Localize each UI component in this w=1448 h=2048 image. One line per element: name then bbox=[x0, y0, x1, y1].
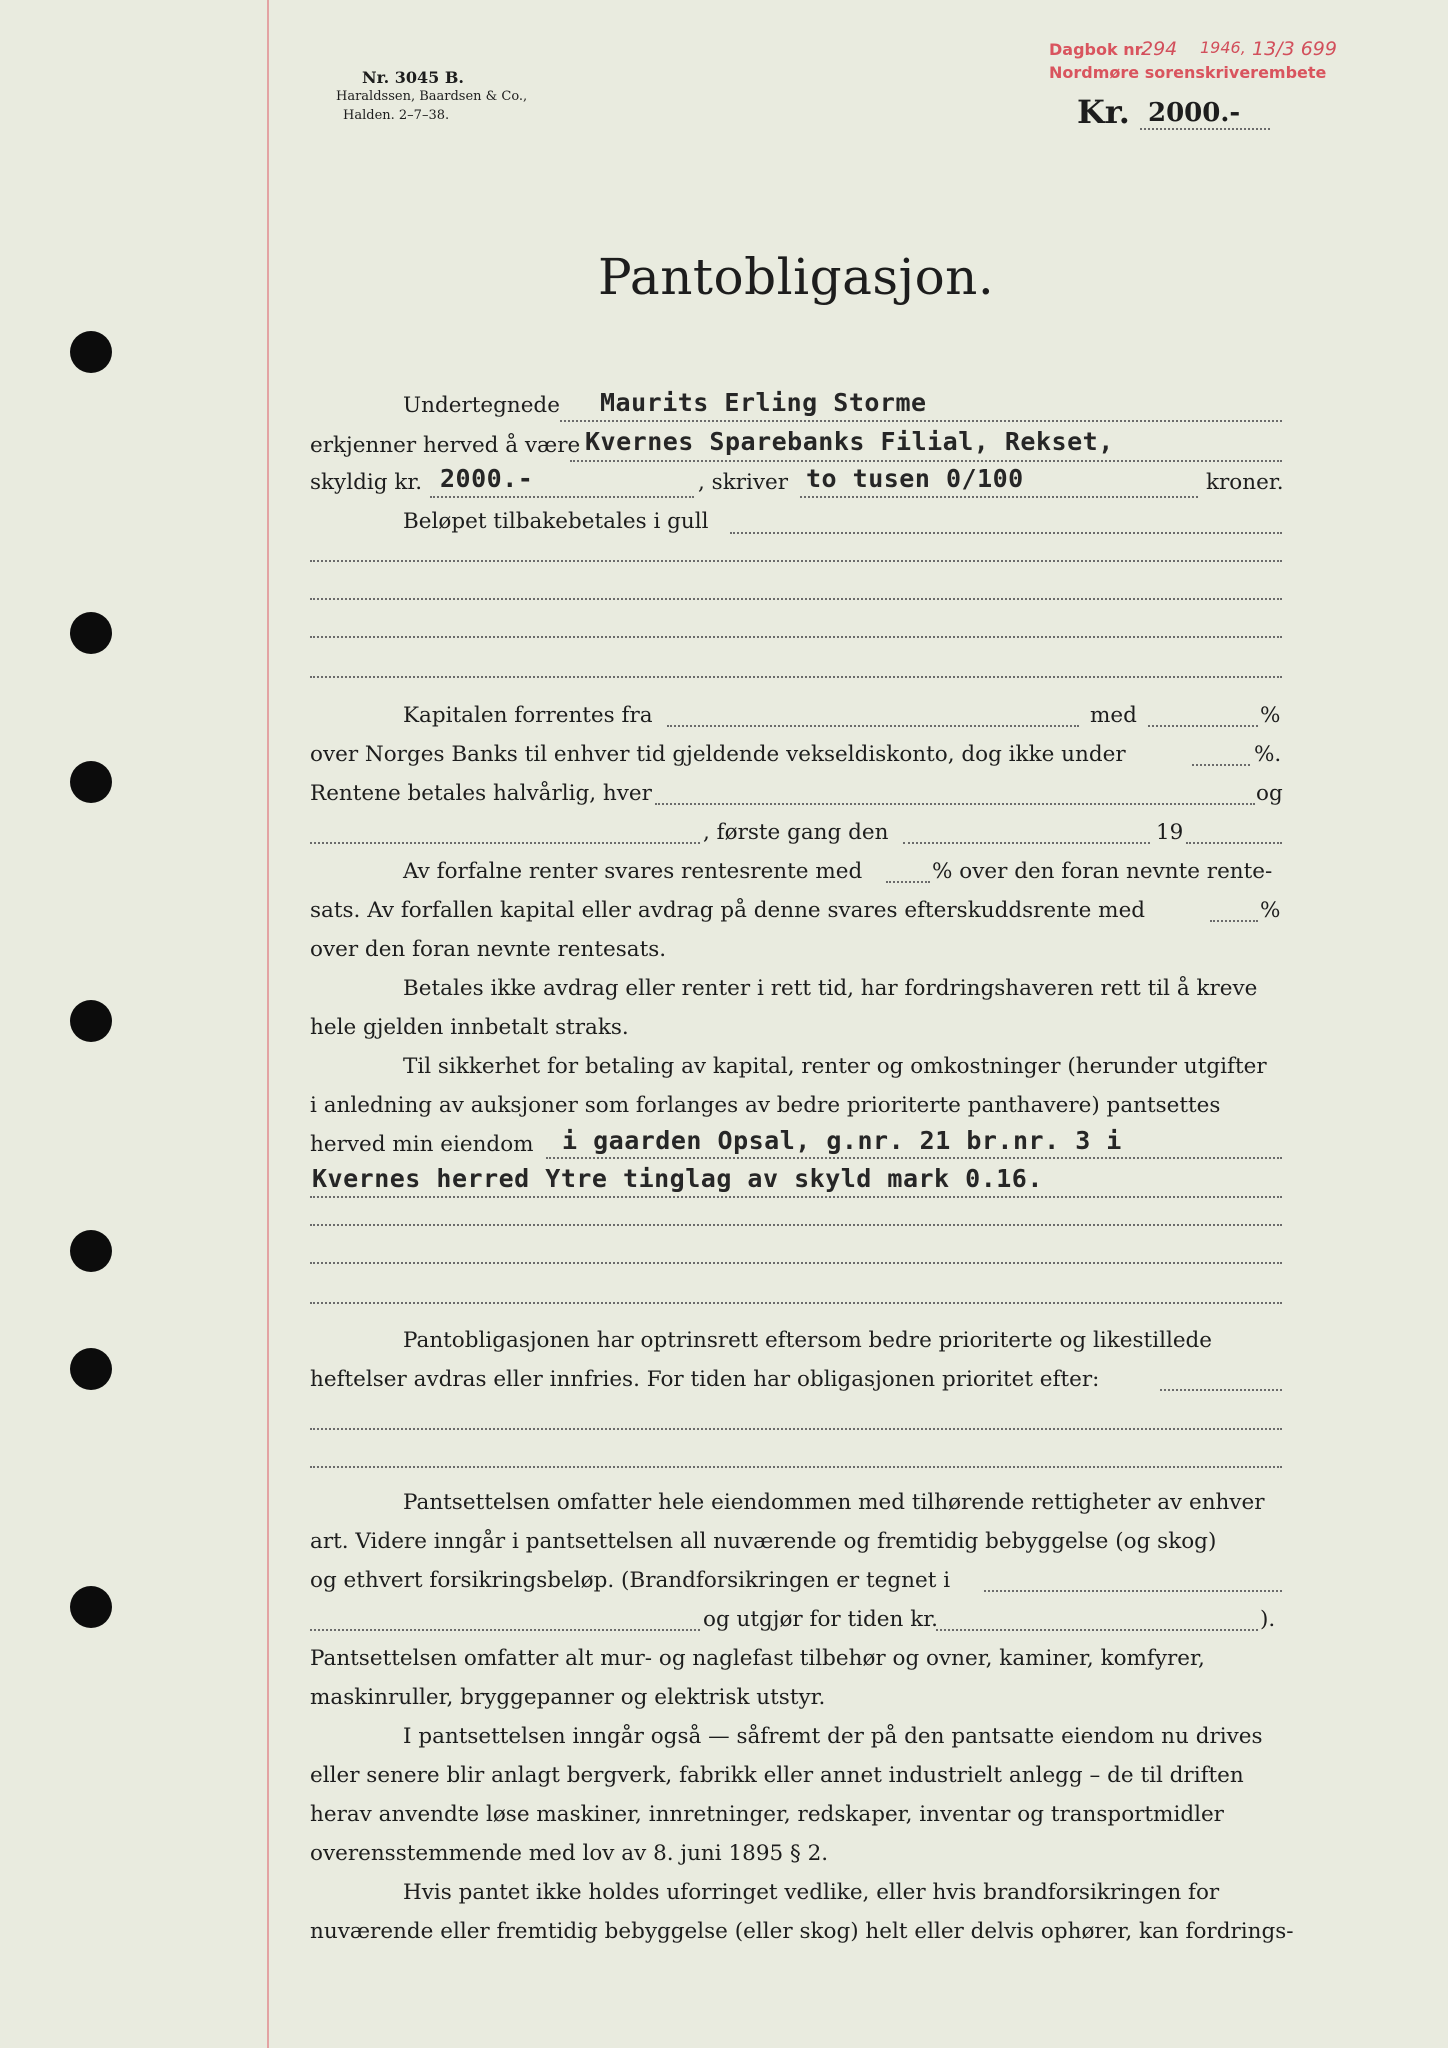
property-label: herved min eiendom bbox=[310, 1132, 534, 1157]
discount-text: over Norges Banks til enhver tid gjeldende vekseldiskonto, dog ikke under bbox=[310, 742, 1126, 767]
dotted-line bbox=[546, 1157, 1282, 1159]
form-number: Nr. 3045 B. bbox=[362, 68, 464, 87]
document-title: Pantobligasjon. bbox=[598, 248, 995, 306]
debtor-name: Maurits Erling Storme bbox=[600, 388, 927, 417]
punch-hole bbox=[70, 1348, 112, 1390]
punch-hole bbox=[70, 1230, 112, 1272]
stamp-office: Nordmøre sorenskriverembete bbox=[1049, 63, 1327, 82]
stamp-diary-label: Dagbok nr. bbox=[1049, 40, 1147, 59]
dotted-line bbox=[310, 842, 700, 844]
amount-value: 2000.- bbox=[1148, 98, 1241, 128]
fixtures-clause-2: maskinruller, bryggepanner og elektrisk utstyr. bbox=[310, 1685, 826, 1710]
dotted-line bbox=[310, 676, 1282, 678]
percent-sign: % bbox=[1260, 898, 1281, 923]
printer-name: Haraldssen, Baardsen & Co., bbox=[336, 89, 528, 104]
dotted-line bbox=[310, 1196, 1282, 1198]
dotted-line bbox=[1210, 920, 1258, 922]
compound-interest-text: Av forfalne renter svares rentesrente med bbox=[403, 859, 863, 884]
amount-label: Kr. bbox=[1077, 93, 1130, 131]
punch-hole bbox=[70, 1000, 112, 1042]
closing-paren: ). bbox=[1260, 1607, 1276, 1632]
debt-amount: 2000.- bbox=[440, 464, 534, 493]
dotted-line bbox=[655, 803, 1255, 805]
percent-sign: % bbox=[1260, 703, 1281, 728]
dotted-line bbox=[1186, 842, 1282, 844]
dotted-line bbox=[1148, 725, 1258, 727]
debt-label: skyldig kr. bbox=[310, 470, 423, 495]
dotted-line bbox=[1192, 764, 1250, 766]
first-time-label: , første gang den bbox=[703, 820, 889, 845]
dotted-line bbox=[570, 460, 1282, 462]
industrial-clause-2: eller senere blir anlagt bergverk, fabrikk eller annet industrielt anlegg – de til driften bbox=[310, 1763, 1244, 1788]
debt-amount-words: to tusen 0/100 bbox=[806, 464, 1024, 493]
industrial-clause-4: overensstemmende med lov av 8. juni 1895 § 2. bbox=[310, 1841, 829, 1866]
interest-with-label: med bbox=[1090, 703, 1137, 728]
dotted-line bbox=[667, 725, 1079, 727]
scope-clause-2: art. Videre inngår i pantsettelsen all nuværende og fremtidig bebyggelse (og skog) bbox=[310, 1529, 1217, 1554]
dotted-line bbox=[310, 1262, 1282, 1264]
maintenance-clause-2: nuværende eller fremtidig bebyggelse (eller skog) helt eller delvis ophører, kan fordrings- bbox=[310, 1919, 1294, 1944]
debtor-label: Undertegnede bbox=[403, 393, 560, 418]
default-clause-2: hele gjelden innbetalt straks. bbox=[310, 1015, 629, 1040]
default-clause: Betales ikke avdrag eller renter i rett tid, har fordringshaveren rett til å kreve bbox=[403, 976, 1258, 1001]
gold-clause: Beløpet tilbakebetales i gull bbox=[403, 509, 709, 534]
year-prefix: 19 bbox=[1156, 820, 1184, 845]
maintenance-clause: Hvis pantet ikke holdes uforringet vedlike, eller hvis brandforsikringen for bbox=[403, 1880, 1220, 1905]
security-clause-2: i anledning av auksjoner som forlanges av bedre prioriterte panthavere) pantsettes bbox=[310, 1093, 1221, 1118]
dotted-line bbox=[800, 496, 1198, 498]
halfyearly-text: Rentene betales halvårlig, hver bbox=[310, 781, 652, 806]
dotted-line bbox=[430, 496, 694, 498]
dotted-line bbox=[310, 1302, 1282, 1304]
creditor-name: Kvernes Sparebanks Filial, Rekset, bbox=[585, 427, 1114, 456]
dotted-line bbox=[936, 1629, 1258, 1631]
dotted-line bbox=[560, 420, 1282, 422]
dotted-line bbox=[310, 560, 1282, 562]
insurance-amount-label: og utgjør for tiden kr. bbox=[703, 1607, 938, 1632]
currency-label: kroner. bbox=[1206, 470, 1284, 495]
dotted-line bbox=[310, 1466, 1282, 1468]
fixtures-clause: Pantsettelsen omfatter alt mur- og naglefast tilbehør og ovner, kaminer, komfyrer, bbox=[310, 1646, 1205, 1671]
overdue-text: sats. Av forfallen kapital eller avdrag på denne svares efterskuddsrente med bbox=[310, 898, 1146, 923]
diary-number: 294 bbox=[1141, 38, 1178, 60]
written-label: , skriver bbox=[698, 470, 789, 495]
property-description-2: Kvernes herred Ytre tinglag av skyld mark 0.16. bbox=[312, 1164, 1043, 1193]
creditor-label: erkjenner herved å være bbox=[310, 433, 581, 458]
dotted-line bbox=[310, 636, 1282, 638]
printer-place-date: Halden. 2–7–38. bbox=[343, 108, 450, 123]
punch-hole bbox=[70, 331, 112, 373]
dotted-line bbox=[730, 532, 1282, 534]
priority-clause: Pantobligasjonen har optrinsrett eftersom bedre prioriterte og likestillede bbox=[403, 1328, 1213, 1353]
amount-dotted-line bbox=[1140, 128, 1270, 130]
dotted-line bbox=[310, 598, 1282, 600]
priority-clause-2: heftelser avdras eller innfries. For tiden har obligasjonen prioritet efter: bbox=[310, 1367, 1100, 1392]
compound-interest-text-2: % over den foran nevnte rente- bbox=[932, 859, 1273, 884]
dotted-line bbox=[903, 842, 1150, 844]
dotted-line bbox=[984, 1590, 1282, 1592]
dotted-line bbox=[1160, 1389, 1282, 1391]
industrial-clause-3: herav anvendte løse maskiner, innretninger, redskaper, inventar og transportmidler bbox=[310, 1802, 1224, 1827]
percent-sign: %. bbox=[1254, 742, 1282, 767]
margin-line bbox=[267, 0, 269, 2048]
punch-hole bbox=[70, 761, 112, 803]
punch-hole bbox=[70, 1586, 112, 1628]
and-label: og bbox=[1256, 781, 1283, 806]
security-clause: Til sikkerhet for betaling av kapital, renter og omkostninger (herunder utgifter bbox=[403, 1054, 1267, 1079]
insurance-text: og ethvert forsikringsbeløp. (Brandforsikringen er tegnet i bbox=[310, 1568, 951, 1593]
scope-clause: Pantsettelsen omfatter hele eiendommen med tilhørende rettigheter av enhver bbox=[403, 1490, 1265, 1515]
overdue-text-2: over den foran nevnte rentesats. bbox=[310, 937, 667, 962]
interest-from-label: Kapitalen forrentes fra bbox=[403, 703, 653, 728]
industrial-clause: I pantsettelsen inngår også — såfremt der på den pantsatte eiendom nu drives bbox=[403, 1724, 1263, 1749]
dotted-line bbox=[310, 1428, 1282, 1430]
diary-reference: 13/3 699 bbox=[1252, 38, 1337, 60]
dotted-line bbox=[886, 881, 930, 883]
dotted-line bbox=[310, 1629, 700, 1631]
punch-hole bbox=[70, 612, 112, 654]
dotted-line bbox=[310, 1224, 1282, 1226]
diary-year: 1946, bbox=[1200, 38, 1246, 57]
property-description: i gaarden Opsal, g.nr. 21 br.nr. 3 i bbox=[562, 1126, 1122, 1155]
